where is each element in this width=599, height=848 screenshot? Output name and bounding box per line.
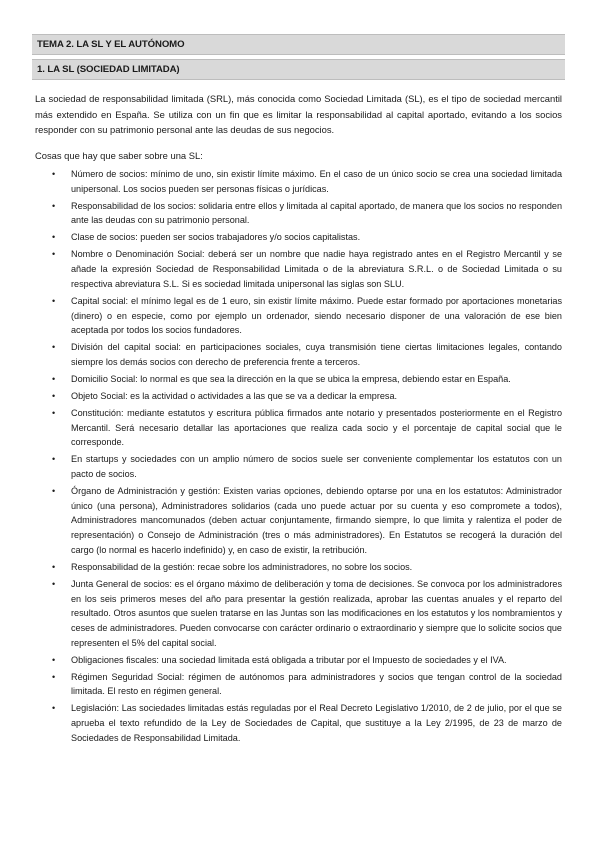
list-item: • Objeto Social: es la actividad o actividades a las que se va a dedicar la empresa. — [32, 389, 562, 404]
list-item: • Junta General de socios: es el órgano máximo de deliberación y toma de decisiones. Se convoca por los administradores en los seis primeros meses del año para presentar la gestión realizada, aprobar las cuentas anuales y el reparto del resultado. Otros asuntos que suelen tratarse en las Juntas son las modificaciones en los estatutos y los nombramientos y ceses de administradores. Pueden convocarse con carácter ordinario o extraordinario y siempre que lo solicite socios que representen el 5% del capital social. — [32, 577, 562, 651]
list-lead: Cosas que hay que saber sobre una SL: — [35, 149, 203, 161]
list-item: • División del capital social: en participaciones sociales, cuya transmisión tiene ciertas limitaciones legales, contando siempre los demás socios con derecho de preferencia frente a terceros. — [32, 340, 562, 369]
list-item: • Responsabilidad de la gestión: recae sobre los administradores, no sobre los socios. — [32, 560, 562, 575]
list-item: • Nombre o Denominación Social: deberá ser un nombre que nadie haya registrado antes en el Registro Mercantil y se añade la expresión Sociedad de Responsabilidad Limitada o de la abreviatura S.R.L. o de Sociedad Limitada o su respectiva abreviatura S.L. Si es sociedad limitada unipersonal las siglas son SLU. — [32, 247, 562, 291]
intro-paragraph: La sociedad de responsabilidad limitada (SRL), más conocida como Sociedad Limitada (SL), es el tipo de sociedad mercantil más extendido en España. Se utiliza con un fin que es limitar la responsabilidad al capital aportado, evitando a los socios responder con su patrimonio personal ante las deudas de sus negocios. — [35, 93, 562, 135]
list-item: • Domicilio Social: lo normal es que sea la dirección en la que se ubica la empresa, debiendo estar en España. — [32, 372, 562, 387]
list-item: • Número de socios: mínimo de uno, sin existir límite máximo. En el caso de un único socio se crea una sociedad limitada unipersonal. Los socios pueden ser personas físicas o jurídicas. — [32, 167, 562, 196]
list-item: • En startups y sociedades con un amplio número de socios suele ser conveniente complementar los estatutos con un pacto de socios. — [32, 452, 562, 481]
list-item: • Órgano de Administración y gestión: Existen varias opciones, debiendo optarse por una en los estatutos: Administrador único (una persona), Administradores solidarios (cada uno puede actuar por su cuenta y eso compromete a todos), Administradores mancomunados (deben actuar conjuntamente, firmando siempre, lo que limita y ralentiza el poder de representación) o Consejo de Administración (tres o más administradores). En Estatutos se recogerá la duración del cargo (lo normal es hacerlo indefinido) y, en caso de existir, la retribución. — [32, 484, 562, 558]
document-page — [32, 34, 565, 748]
list-item: • Responsabilidad de los socios: solidaria entre ellos y limitada al capital aportado, de manera que los socios no responden ante las deudas con su patrimonio personal. — [32, 199, 562, 228]
list-item: • Legislación: Las sociedades limitadas estás reguladas por el Real Decreto Legislativo 1/2010, de 2 de julio, por el que se aprueba el texto refundido de la Ley de Sociedades de Capital, que sustituye a la Ley 2/1995, de 23 de marzo de Sociedades de Responsabilidad Limitada. — [32, 701, 562, 745]
list-item: • Régimen Seguridad Social: régimen de autónomos para administradores y socios que tengan control de la sociedad limitada. El resto en régimen general. — [32, 670, 562, 699]
list-item: • Capital social: el mínimo legal es de 1 euro, sin existir límite máximo. Puede estar formado por aportaciones monetarias (dinero) o en especie, como por ejemplo un ordenador, siendo necesario disponer de una valoración de ese bien aceptada por todos los socios fundadores. — [32, 294, 562, 338]
page-title: TEMA 2. LA SL Y EL AUTÓNOMO — [32, 34, 565, 55]
list-item: • Constitución: mediante estatutos y escritura pública firmados ante notario y presentados posteriormente en el Registro Mercantil. Será necesario detallar las aportaciones que realiza cada socio y el porcentaje de capital social que le corresponde. — [32, 406, 562, 450]
section-heading: 1. LA SL (SOCIEDAD LIMITADA) — [32, 59, 565, 80]
list-item: • Obligaciones fiscales: una sociedad limitada está obligada a tributar por el Impuesto de sociedades y el IVA. — [32, 653, 562, 668]
bullet-list — [32, 167, 565, 745]
list-item: • Clase de socios: pueden ser socios trabajadores y/o socios capitalistas. — [32, 230, 562, 245]
